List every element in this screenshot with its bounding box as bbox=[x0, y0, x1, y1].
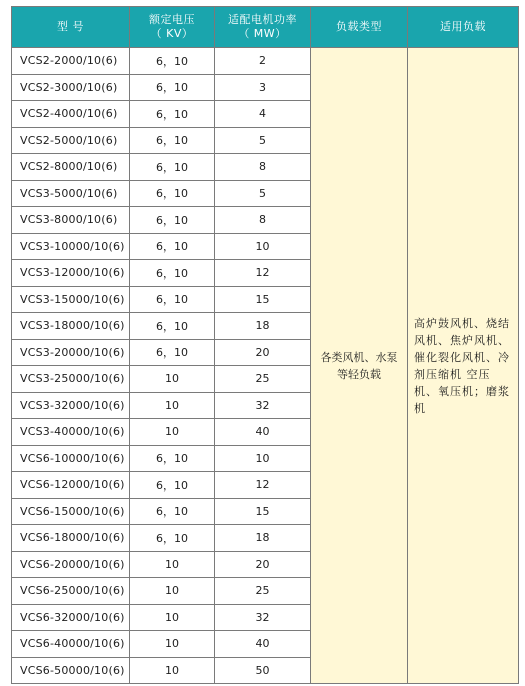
cell-power: 20 bbox=[215, 339, 311, 366]
cell-power: 2 bbox=[215, 48, 311, 75]
cell-voltage: 10 bbox=[130, 551, 215, 578]
cell-voltage: 6，10 bbox=[130, 286, 215, 313]
cell-model: VCS3-20000/10(6) bbox=[12, 339, 130, 366]
cell-power: 5 bbox=[215, 180, 311, 207]
cell-power: 3 bbox=[215, 74, 311, 101]
header-row bbox=[12, 7, 519, 48]
cell-power: 32 bbox=[215, 392, 311, 419]
cell-model: VCS3-5000/10(6) bbox=[12, 180, 130, 207]
cell-power: 4 bbox=[215, 101, 311, 128]
cell-model: VCS3-25000/10(6) bbox=[12, 366, 130, 393]
cell-power: 18 bbox=[215, 313, 311, 340]
cell-model: VCS6-18000/10(6) bbox=[12, 525, 130, 552]
cell-voltage: 10 bbox=[130, 392, 215, 419]
table-row bbox=[12, 48, 519, 75]
cell-power: 15 bbox=[215, 286, 311, 313]
cell-model: VCS3-18000/10(6) bbox=[12, 313, 130, 340]
cell-voltage: 10 bbox=[130, 366, 215, 393]
cell-voltage: 10 bbox=[130, 604, 215, 631]
cell-model: VCS6-50000/10(6) bbox=[12, 657, 130, 684]
cell-model: VCS3-15000/10(6) bbox=[12, 286, 130, 313]
cell-power: 40 bbox=[215, 419, 311, 446]
cell-voltage: 6，10 bbox=[130, 498, 215, 525]
cell-voltage: 6，10 bbox=[130, 207, 215, 234]
table-body bbox=[12, 48, 519, 684]
cell-voltage: 6，10 bbox=[130, 445, 215, 472]
cell-model: VCS2-2000/10(6) bbox=[12, 48, 130, 75]
cell-model: VCS6-32000/10(6) bbox=[12, 604, 130, 631]
header-model: 型 号 bbox=[12, 7, 130, 48]
cell-voltage: 6，10 bbox=[130, 154, 215, 181]
cell-load-type: 各类风机、水泵等轻负载 bbox=[311, 48, 408, 684]
cell-model: VCS3-8000/10(6) bbox=[12, 207, 130, 234]
cell-model: VCS6-40000/10(6) bbox=[12, 631, 130, 658]
cell-power: 12 bbox=[215, 472, 311, 499]
cell-model: VCS6-15000/10(6) bbox=[12, 498, 130, 525]
cell-model: VCS2-3000/10(6) bbox=[12, 74, 130, 101]
header-voltage-unit: （ KV） bbox=[150, 27, 194, 40]
cell-power: 25 bbox=[215, 578, 311, 605]
cell-model: VCS3-12000/10(6) bbox=[12, 260, 130, 287]
cell-model: VCS6-12000/10(6) bbox=[12, 472, 130, 499]
header-voltage-title: 额定电压 bbox=[149, 13, 195, 26]
cell-model: VCS3-32000/10(6) bbox=[12, 392, 130, 419]
cell-power: 32 bbox=[215, 604, 311, 631]
cell-voltage: 6，10 bbox=[130, 339, 215, 366]
cell-voltage: 6，10 bbox=[130, 180, 215, 207]
cell-power: 40 bbox=[215, 631, 311, 658]
cell-model: VCS3-10000/10(6) bbox=[12, 233, 130, 260]
cell-voltage: 10 bbox=[130, 419, 215, 446]
cell-voltage: 6，10 bbox=[130, 74, 215, 101]
spec-table bbox=[11, 6, 519, 684]
cell-voltage: 6，10 bbox=[130, 313, 215, 340]
cell-model: VCS2-5000/10(6) bbox=[12, 127, 130, 154]
cell-power: 10 bbox=[215, 445, 311, 472]
cell-voltage: 6，10 bbox=[130, 101, 215, 128]
cell-power: 25 bbox=[215, 366, 311, 393]
cell-voltage: 10 bbox=[130, 578, 215, 605]
cell-power: 12 bbox=[215, 260, 311, 287]
cell-voltage: 10 bbox=[130, 657, 215, 684]
header-power-title: 适配电机功率 bbox=[228, 13, 297, 26]
cell-power: 8 bbox=[215, 207, 311, 234]
cell-power: 15 bbox=[215, 498, 311, 525]
cell-voltage: 6，10 bbox=[130, 260, 215, 287]
cell-model: VCS6-10000/10(6) bbox=[12, 445, 130, 472]
cell-power: 10 bbox=[215, 233, 311, 260]
cell-voltage: 6，10 bbox=[130, 48, 215, 75]
cell-model: VCS2-8000/10(6) bbox=[12, 154, 130, 181]
header-application: 适用负载 bbox=[408, 7, 519, 48]
header-power-unit: （ MW） bbox=[238, 27, 287, 40]
header-load-type: 负载类型 bbox=[311, 7, 408, 48]
cell-power: 50 bbox=[215, 657, 311, 684]
cell-model: VCS2-4000/10(6) bbox=[12, 101, 130, 128]
cell-application: 高炉鼓风机、烧结风机、焦炉风机、催化裂化风机、冷剂压缩机 空压机、氧压机；磨浆机 bbox=[408, 48, 519, 684]
header-power bbox=[215, 7, 311, 48]
cell-power: 20 bbox=[215, 551, 311, 578]
cell-model: VCS6-25000/10(6) bbox=[12, 578, 130, 605]
cell-voltage: 6，10 bbox=[130, 525, 215, 552]
table-header bbox=[12, 7, 519, 48]
cell-voltage: 6，10 bbox=[130, 233, 215, 260]
cell-model: VCS6-20000/10(6) bbox=[12, 551, 130, 578]
header-voltage bbox=[130, 7, 215, 48]
cell-voltage: 6，10 bbox=[130, 472, 215, 499]
cell-power: 5 bbox=[215, 127, 311, 154]
cell-voltage: 6，10 bbox=[130, 127, 215, 154]
cell-power: 18 bbox=[215, 525, 311, 552]
cell-model: VCS3-40000/10(6) bbox=[12, 419, 130, 446]
cell-power: 8 bbox=[215, 154, 311, 181]
cell-voltage: 10 bbox=[130, 631, 215, 658]
